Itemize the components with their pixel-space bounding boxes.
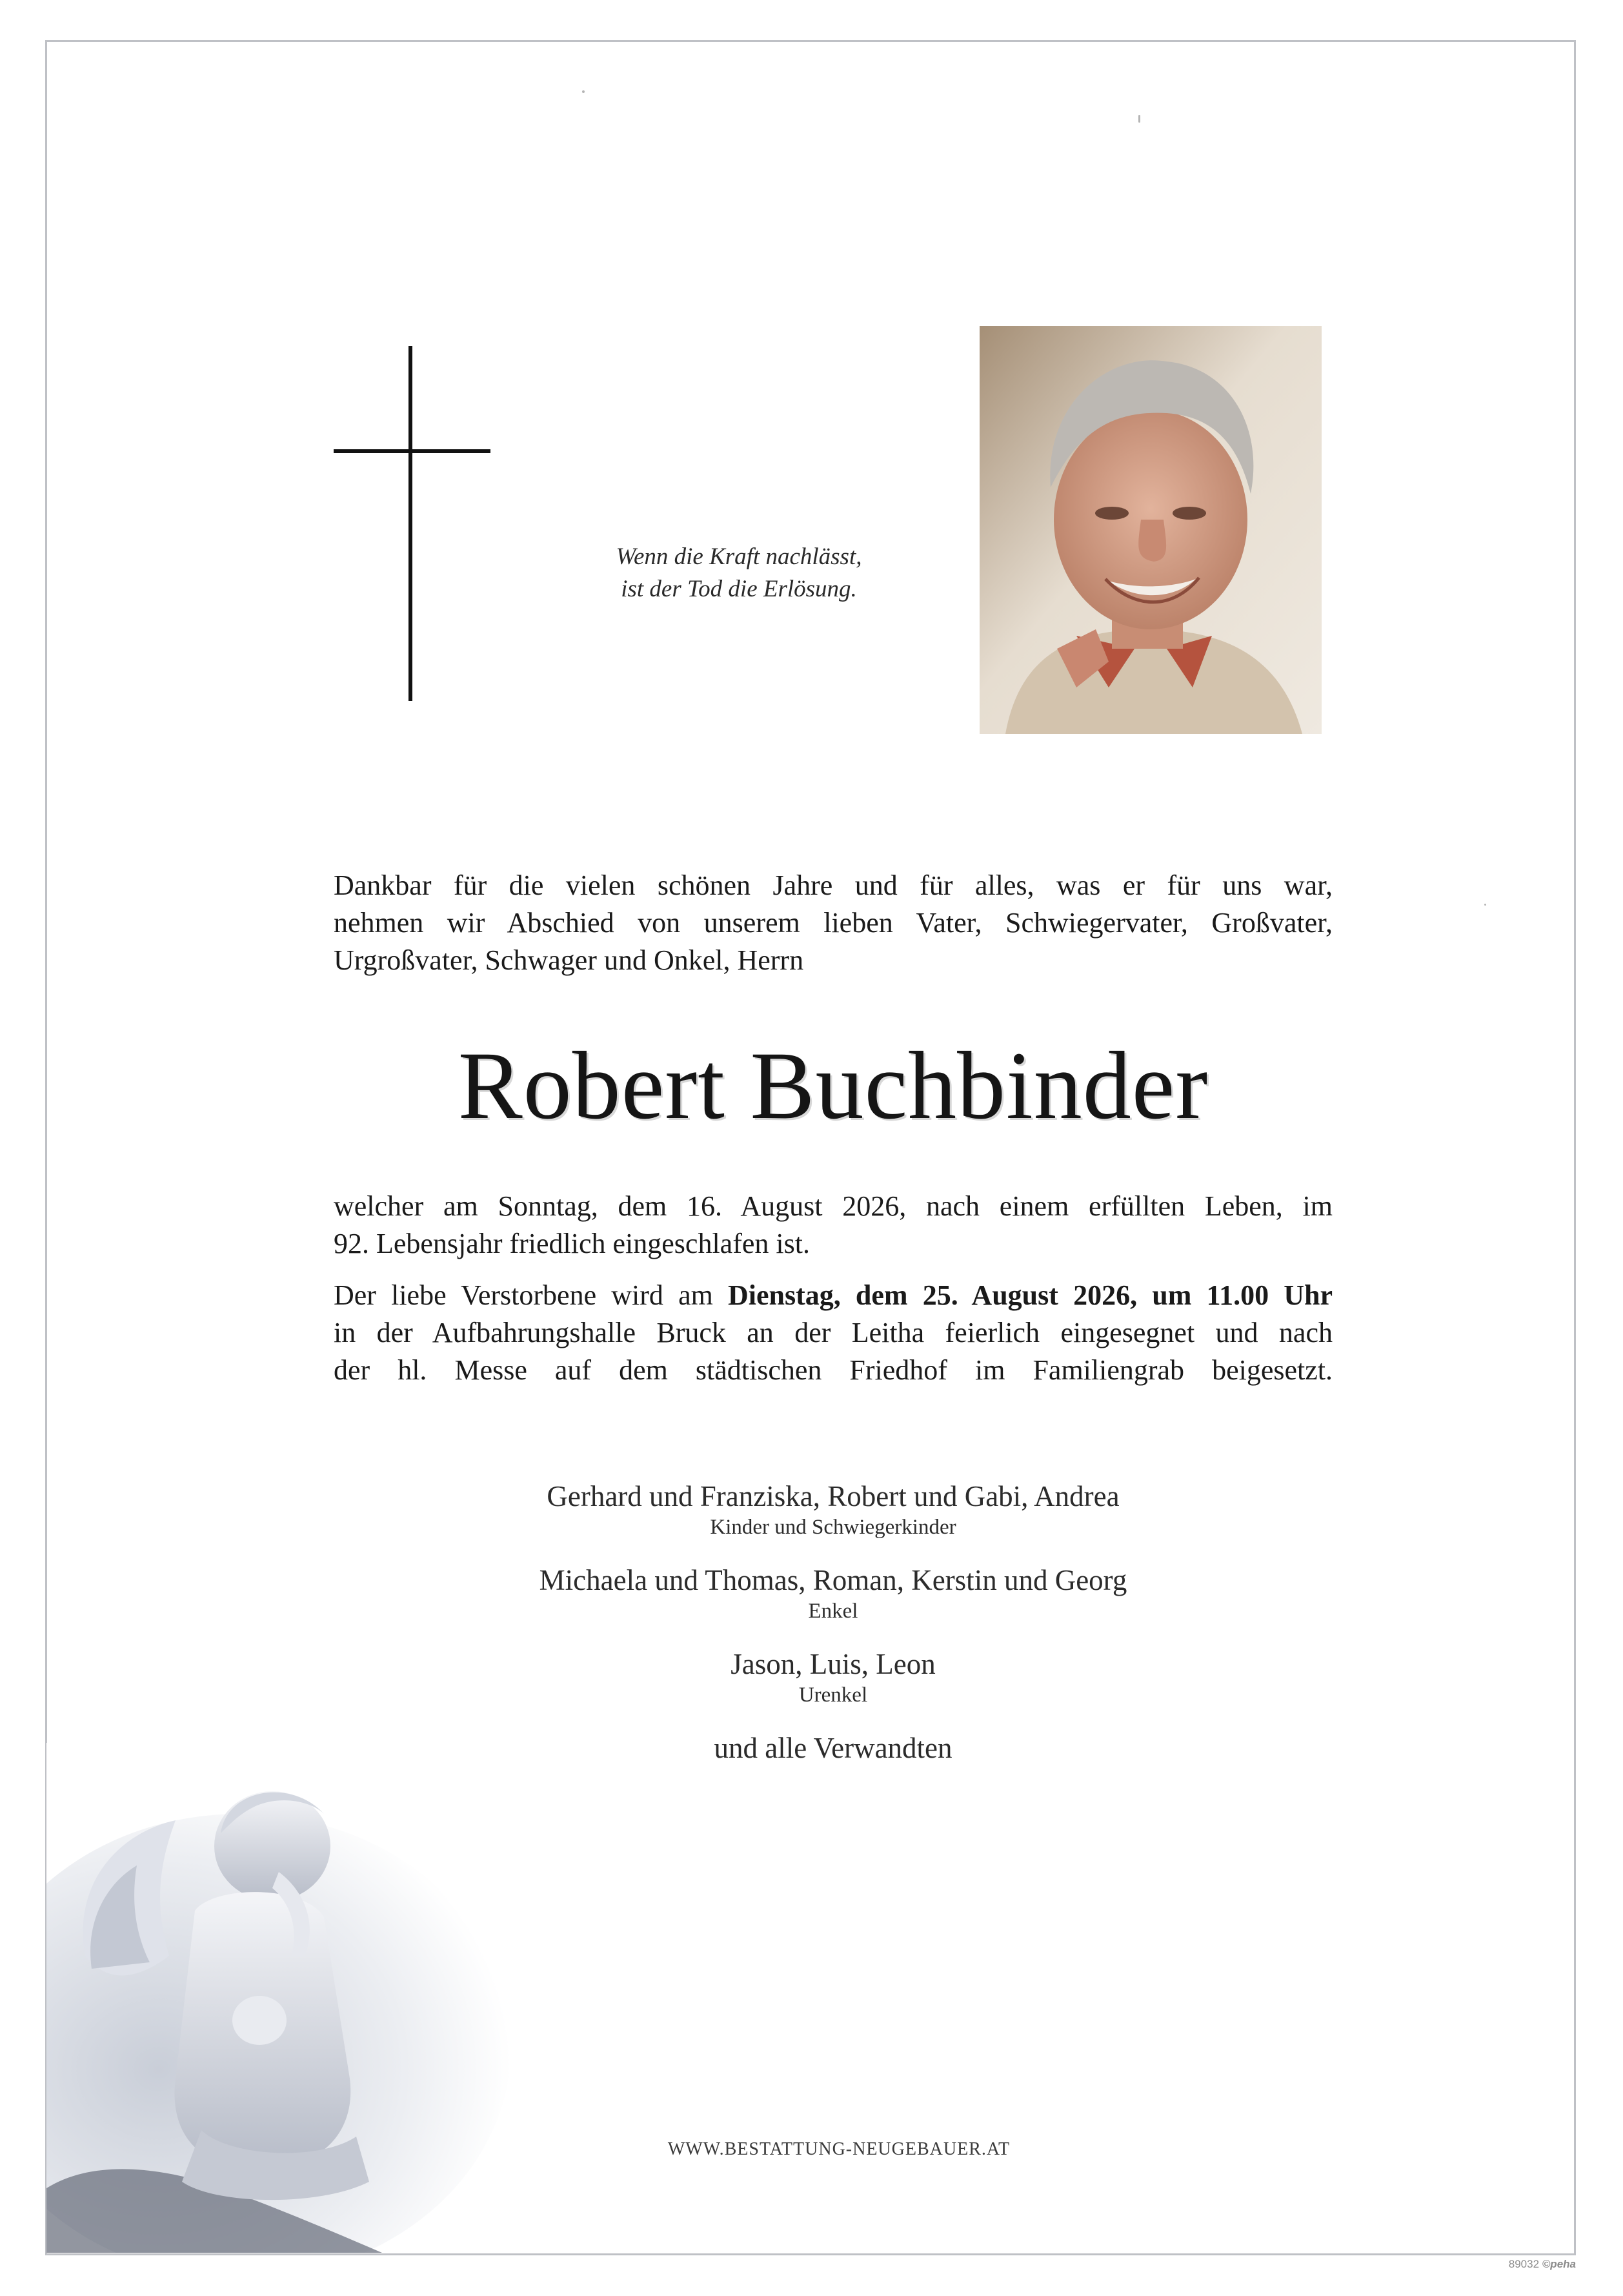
mourner-group-great-grandchildren <box>334 1646 1333 1708</box>
funeral-notice-line-3: der hl. Messe auf dem städtischen Friedhof im Familiengrab beigesetzt. <box>334 1354 1333 1386</box>
funeral-notice-line-2: in der Aufbahrungshalle Bruck an der Leitha feierlich eingesegnet und nach <box>334 1317 1333 1348</box>
memorial-quote <box>529 541 949 605</box>
print-code: 89032 <box>1508 2258 1540 2270</box>
death-notice-line-1: welcher am Sonntag, dem 16. August 2026, nach einem erfüllten Leben, im <box>334 1190 1333 1222</box>
mourner-role: Kinder und Schwiegerkinder <box>710 1516 956 1539</box>
intro-line-1: Dankbar für die vielen schönen Jahre und für alles, was er für uns war, <box>334 869 1333 901</box>
intro-line-2: nehmen wir Abschied von unserem lieben Vater, Schwiegervater, Großvater, <box>334 907 1333 939</box>
deceased-name: Robert Buchbinder <box>458 1032 1209 1139</box>
mourner-names: Jason, Luis, Leon <box>731 1648 936 1680</box>
funeral-notice-line-1 <box>334 1277 1333 1314</box>
funeral-notice-prefix: Der liebe Verstorbene wird am <box>334 1279 728 1311</box>
quote-line-1: Wenn die Kraft nachlässt, <box>616 544 862 570</box>
death-notice <box>334 1188 1333 1263</box>
funeral-notice <box>334 1277 1333 1389</box>
mourner-names: Gerhard und Franziska, Robert und Gabi, Andrea <box>547 1480 1120 1512</box>
quote-line-2: ist der Tod die Erlösung. <box>621 576 857 602</box>
print-mark <box>1460 2258 1576 2271</box>
intro-text <box>334 867 1333 979</box>
closing-line: und alle Verwandten <box>714 1732 953 1764</box>
mourner-role: Urenkel <box>798 1683 868 1707</box>
angel-statue-image <box>46 1743 563 2253</box>
funeral-home-website: WWW.BESTATTUNG-NEUGEBAUER.AT <box>667 2139 1011 2159</box>
print-brand-logo: ©peha <box>1542 2258 1576 2270</box>
death-notice-line-2: 92. Lebensjahr friedlich eingeschlafen ist. <box>334 1228 810 1259</box>
mourner-group-grandchildren <box>334 1562 1333 1624</box>
funeral-date: Dienstag, dem 25. August 2026, um 11.00 Uhr <box>727 1279 1333 1311</box>
mourners-list <box>334 1478 1333 1766</box>
mourner-group-children <box>334 1478 1333 1540</box>
mourner-names: Michaela und Thomas, Roman, Kerstin und Georg <box>539 1564 1127 1596</box>
intro-line-3: Urgroßvater, Schwager und Onkel, Herrn <box>334 944 804 976</box>
portrait-photo <box>980 326 1322 734</box>
mourner-role: Enkel <box>808 1600 858 1623</box>
